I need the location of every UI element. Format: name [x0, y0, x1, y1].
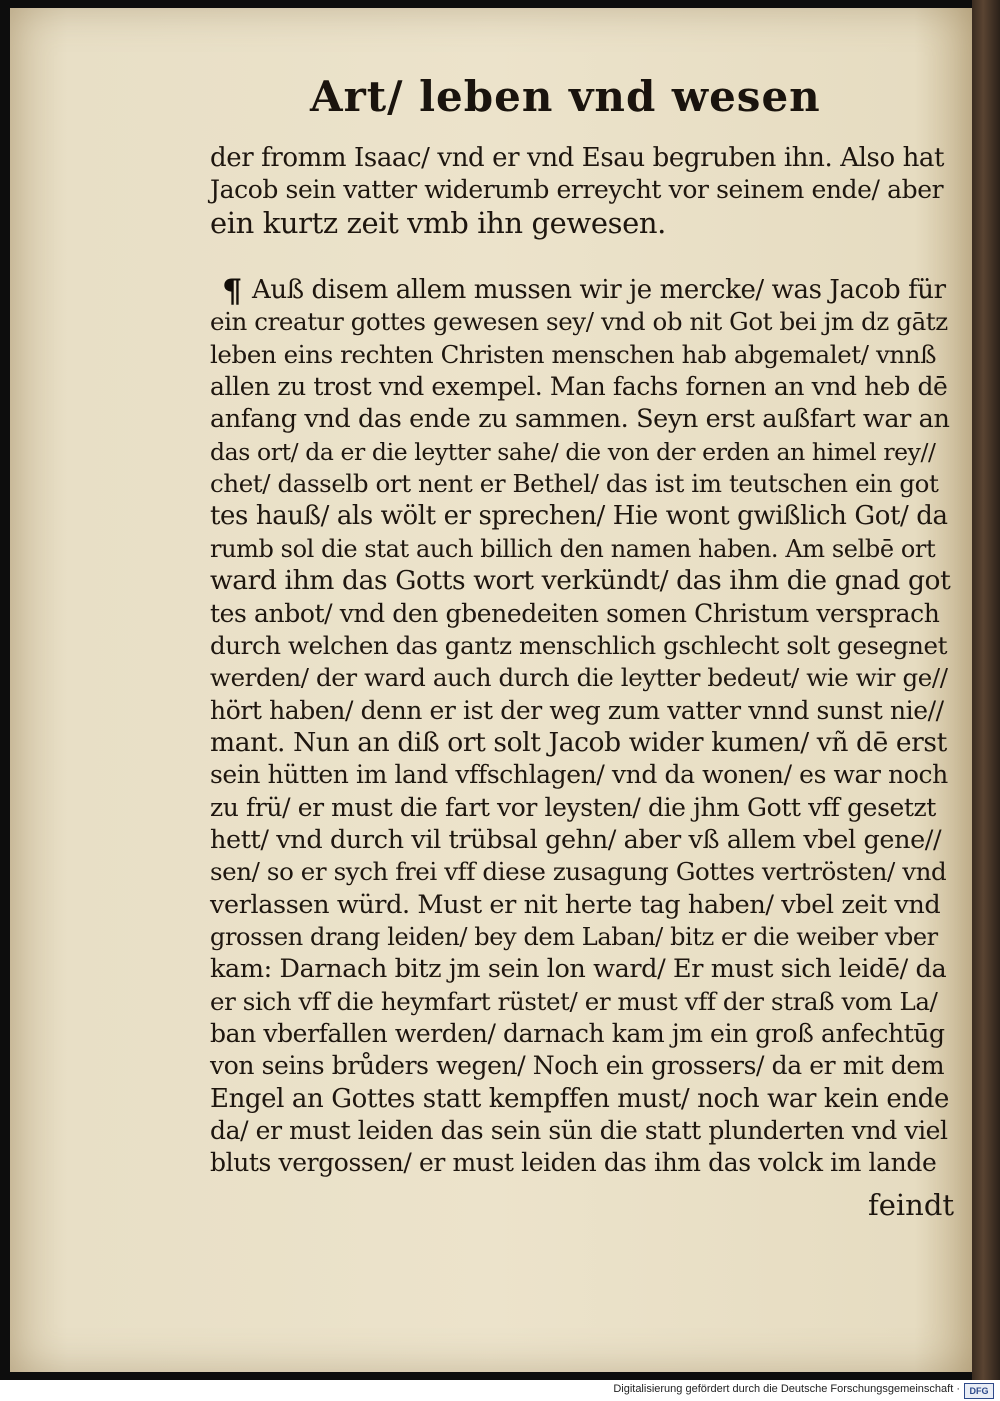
text-line: Auß disem allem mussen wir je mercke/ was Jacob für — [252, 275, 946, 305]
text-line: ein kurtz zeit vmb ihn gewesen. — [210, 205, 666, 240]
text-line: tes anbot/ vnd den gbenedeiten somen Christum versprach — [210, 598, 940, 628]
text-line: grossen drang leiden/ bey dem Laban/ bitz er die weiber vber — [210, 923, 938, 951]
text-line: Engel an Gottes statt kempffen must/ noch war kein ende — [210, 1083, 949, 1114]
text-line: mant. Nun an diß ort solt Jacob wider kumen/ vñ dē erst — [210, 726, 947, 758]
text-line: sein hütten im land vffschlagen/ vnd da wonen/ es war noch — [210, 760, 948, 790]
text-line: ban vberfallen werden/ darnach kam jm ein groß anfechtūg — [210, 1019, 945, 1049]
text-line: ward ihm das Gotts wort verkündt/ das ihm die gnad got — [210, 565, 951, 597]
text-line: chet/ dasselb ort nent er Bethel/ das ist im teutschen ein got — [210, 469, 939, 499]
text-line: zu frü/ er must die fart vor leysten/ die jhm Gott vff gesetzt — [210, 792, 936, 822]
pilcrow-glyph: ¶ — [222, 272, 243, 310]
text-line: hett/ vnd durch vil trübsal gehn/ aber vß allem vbel gene// — [210, 824, 942, 855]
running-head: Art/ leben vnd wesen — [310, 72, 821, 121]
footer-bar — [0, 1380, 1000, 1401]
text-line: leben eins rechten Christen menschen hab abgemalet/ vnnß — [210, 339, 937, 369]
text-line: werden/ der ward auch durch die leytter bedeut/ wie wir ge// — [210, 663, 948, 693]
text-line: er sich vff die heymfart rüstet/ er must vff der straß vom La/ — [210, 986, 938, 1016]
text-line: rumb sol die stat auch billich den namen haben. Am selbē ort — [210, 534, 936, 563]
text-line: Jacob sein vatter widerumb erreycht vor seinem ende/ aber — [210, 175, 944, 205]
text-line: da/ er must leiden das sein sün die statt plunderten vnd viel — [210, 1116, 948, 1146]
footer-credit: Digitalisierung gefördert durch die Deutsche Forschungsgemeinschaft · — [613, 1383, 960, 1395]
dfg-logo: DFG — [964, 1383, 994, 1399]
text-line: bluts vergossen/ er must leiden das ihm das volck im lande — [210, 1148, 937, 1178]
text-line: allen zu trost vnd exempel. Man fachs fornen an vnd heb dē — [210, 372, 948, 402]
text-line: sen/ so er sych frei vff diese zusagung Gottes vertrösten/ vnd — [210, 857, 947, 887]
text-line: der fromm Isaac/ vnd er vnd Esau begruben ihn. Also hat — [210, 143, 945, 173]
text-line: tes hauß/ als wölt er sprechen/ Hie wont gwißlich Got/ da — [210, 501, 948, 532]
text-line: ein creatur gottes gewesen sey/ vnd ob nit Got bei jm dz gātz — [210, 307, 948, 337]
text-line: anfang vnd das ende zu sammen. Seyn erst außfart war an — [210, 404, 950, 435]
book-edge — [972, 0, 1000, 1380]
text-line: durch welchen das gantz menschlich gschlecht solt gesegnet — [210, 630, 948, 660]
catchword: feindt — [868, 1188, 955, 1222]
text-line: kam: Darnach bitz jm sein lon ward/ Er must sich leidē/ da — [210, 954, 947, 985]
text-line: von seins brůders wegen/ Noch ein grossers/ da er mit dem — [210, 1051, 945, 1081]
text-line: hört haben/ denn er ist der weg zum vatter vnnd sunst nie// — [210, 695, 944, 725]
text-line: das ort/ da er die leytter sahe/ die von der erden an himel rey// — [210, 437, 936, 466]
text-line: verlassen würd. Must er nit herte tag haben/ vbel zeit vnd — [210, 889, 941, 920]
